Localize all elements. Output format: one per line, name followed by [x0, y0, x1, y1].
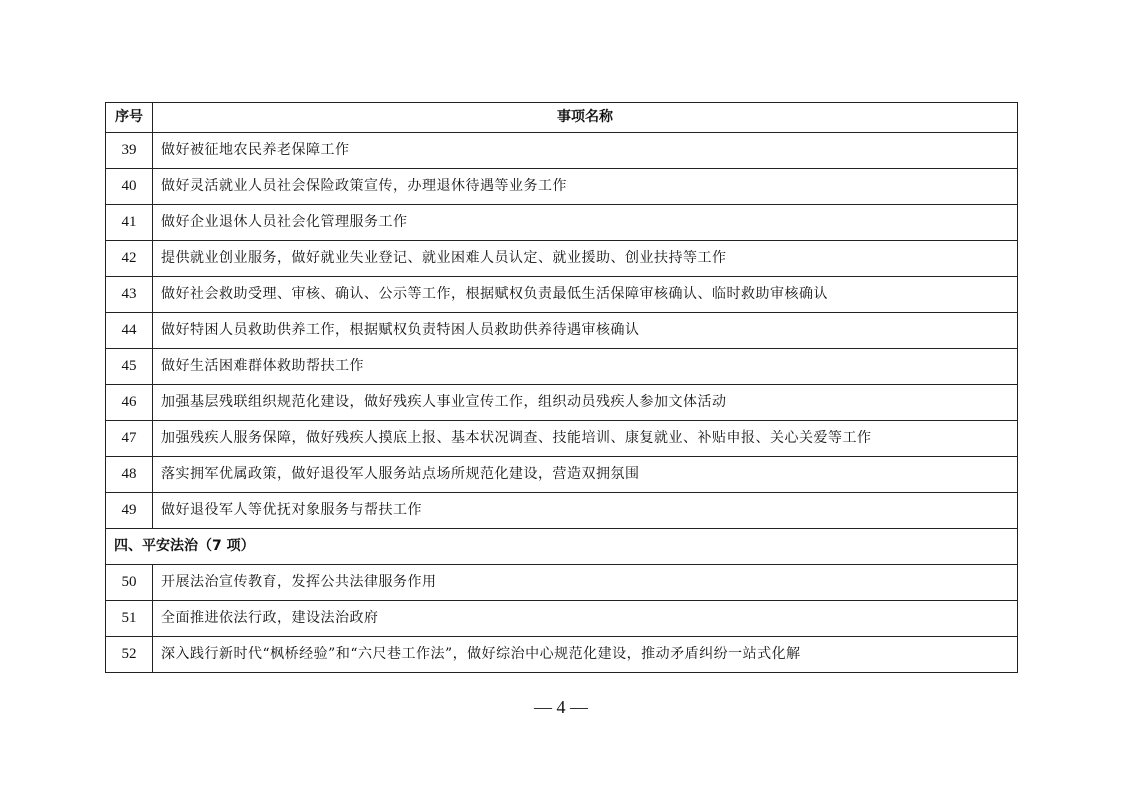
row-number: 39 [106, 133, 153, 169]
table-header-row [106, 103, 1018, 133]
header-number: 序号 [106, 103, 153, 133]
table-row [106, 241, 1018, 277]
table-row [106, 565, 1018, 601]
section-row [106, 529, 1018, 565]
header-item-name: 事项名称 [153, 103, 1018, 133]
row-item-name: 全面推进依法行政，建设法治政府 [153, 601, 1018, 637]
row-number: 43 [106, 277, 153, 313]
section-title: 四、平安法治（7 项） [106, 529, 1018, 565]
table-row [106, 349, 1018, 385]
row-number: 49 [106, 493, 153, 529]
row-number: 42 [106, 241, 153, 277]
table-row [106, 277, 1018, 313]
row-item-name: 做好被征地农民养老保障工作 [153, 133, 1018, 169]
row-item-name: 提供就业创业服务，做好就业失业登记、就业困难人员认定、就业援助、创业扶持等工作 [153, 241, 1018, 277]
table-body-law [106, 565, 1018, 673]
row-number: 52 [106, 637, 153, 673]
row-number: 40 [106, 169, 153, 205]
items-table [105, 102, 1018, 673]
row-number: 45 [106, 349, 153, 385]
row-number: 51 [106, 601, 153, 637]
row-number: 44 [106, 313, 153, 349]
row-item-name: 做好退役军人等优抚对象服务与帮扶工作 [153, 493, 1018, 529]
row-number: 48 [106, 457, 153, 493]
row-item-name: 落实拥军优属政策，做好退役军人服务站点场所规范化建设，营造双拥氛围 [153, 457, 1018, 493]
page-number: — 4 — [534, 697, 588, 717]
table-row [106, 313, 1018, 349]
table-row [106, 457, 1018, 493]
row-item-name: 深入践行新时代“枫桥经验”和“六尺巷工作法”，做好综治中心规范化建设，推动矛盾纠纷一站式化解 [153, 637, 1018, 673]
row-item-name: 做好企业退休人员社会化管理服务工作 [153, 205, 1018, 241]
row-item-name: 做好社会救助受理、审核、确认、公示等工作，根据赋权负责最低生活保障审核确认、临时救助审核确认 [153, 277, 1018, 313]
row-item-name: 开展法治宣传教育，发挥公共法律服务作用 [153, 565, 1018, 601]
row-item-name: 做好生活困难群体救助帮扶工作 [153, 349, 1018, 385]
table-row [106, 133, 1018, 169]
row-item-name: 加强基层残联组织规范化建设，做好残疾人事业宣传工作，组织动员残疾人参加文体活动 [153, 385, 1018, 421]
table-row [106, 493, 1018, 529]
row-number: 47 [106, 421, 153, 457]
table-row [106, 205, 1018, 241]
table-section [106, 529, 1018, 565]
row-item-name: 加强残疾人服务保障，做好残疾人摸底上报、基本状况调查、技能培训、康复就业、补贴申报、关心关爱等工作 [153, 421, 1018, 457]
table-row [106, 385, 1018, 421]
row-number: 41 [106, 205, 153, 241]
table-row [106, 637, 1018, 673]
row-number: 46 [106, 385, 153, 421]
table-body-social [106, 133, 1018, 529]
table-row [106, 421, 1018, 457]
table-row [106, 169, 1018, 205]
row-number: 50 [106, 565, 153, 601]
row-item-name: 做好特困人员救助供养工作，根据赋权负责特困人员救助供养待遇审核确认 [153, 313, 1018, 349]
table-row [106, 601, 1018, 637]
row-item-name: 做好灵活就业人员社会保险政策宣传，办理退休待遇等业务工作 [153, 169, 1018, 205]
